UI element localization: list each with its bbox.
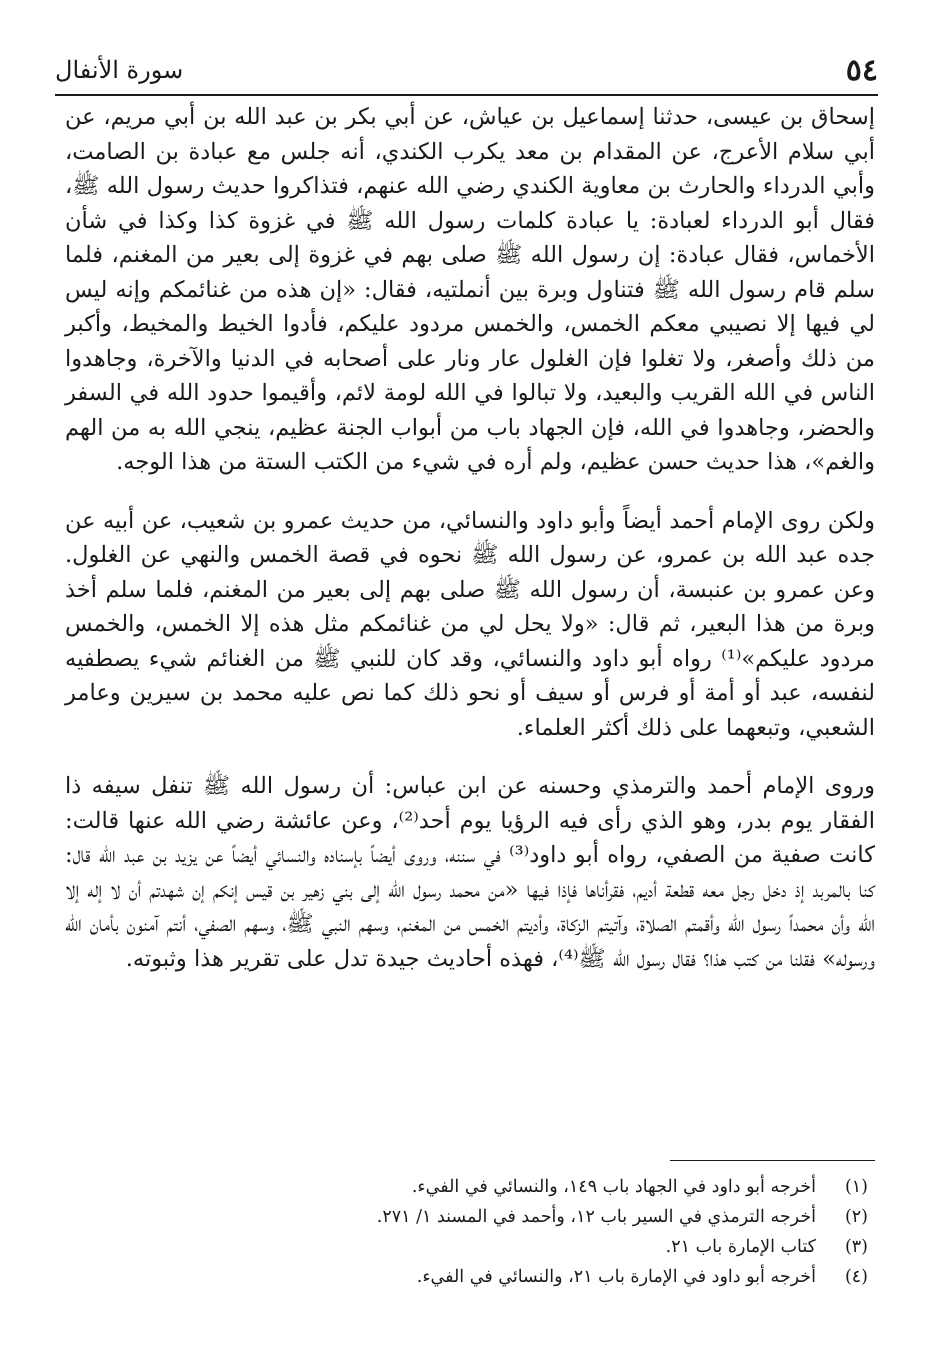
- paragraph: وروى الإمام أحمد والترمذي وحسنه عن ابن عباس: أن رسول الله ﷺ تنفل سيفه ذا الفقار يوم بدر، وهو الذي رأى فيه الرؤيا يوم أحد⁽²⁾، وعن عائشة رضي الله عنها قالت: كانت صفية من الصفي، رواه أبو داود⁽³⁾ في سننه، وروى أيضاً بإسناده والنسائي أيضاً عن يزيد بن عبد الله قال: كنا بالمربد إذ دخل رجل معه قطعة أديم، فقرأناها فإذا فيها «من محمد رسول الله إلى بني زهير بن قيس إنكم إن شهدتم أن لا إله إلا الله وأن محمداً رسول الله وأقمتم الصلاة، وآتيتم الزكاة، وأديتم الخمس من المغنم، وسهم النبي ﷺ، وسهم الصفي، أنتم آمنون بأمان الله ورسوله» فقلنا من كتب هذا؟ فقال رسول الله ﷺ⁽⁴⁾، فهذه أحاديث جيدة تدل على تقرير هذا وثبوته.: [65, 773, 875, 972]
- footnote-text: كتاب الإمارة باب ٢١.: [665, 1237, 816, 1257]
- footnote-text: أخرجه الترمذي في السير باب ١٢، وأحمد في المسند ١/ ٢٧١.: [376, 1207, 816, 1227]
- header-divider: [55, 94, 878, 96]
- paragraph: ولكن روى الإمام أحمد أيضاً وأبو داود والنسائي، من حديث عمرو بن شعيب، عن أبيه عن جده عبد الله بن عمرو، عن رسول الله ﷺ نحوه في قصة الخمس والنهي عن الغلول. وعن عمرو بن عنبسة، أن رسول الله ﷺ صلى بهم إلى بعير من المغنم، فلما سلم أخذ وبرة من هذا البعير، ثم قال: «ولا يحل لي من غنائمكم مثل هذه إلا الخمس، والخمس مردود عليكم»⁽¹⁾ رواه أبو داود والنسائي، وقد كان للنبي ﷺ من الغنائم شيء يصطفيه لنفسه، عبد أو أمة أو فرس أو سيف أو نحو ذلك كما نص عليه محمد بن سيرين وعامر الشعبي، وتبعهما على ذلك أكثر العلماء.: [65, 507, 875, 741]
- footnote-number: (٣): [844, 1237, 868, 1257]
- footnote: [65, 1202, 868, 1232]
- footnote-number: (١): [844, 1177, 868, 1197]
- main-text: [65, 100, 875, 1000]
- footnotes: [65, 1172, 868, 1292]
- footnote-divider: [670, 1160, 875, 1161]
- footnote-number: (٤): [844, 1267, 868, 1287]
- page-header: [55, 50, 878, 90]
- footnote: [65, 1262, 868, 1292]
- footnote: [65, 1232, 868, 1262]
- running-title: سورة الأنفال: [55, 56, 184, 84]
- footnote-number: (٢): [844, 1207, 868, 1227]
- footnote-text: أخرجه أبو داود في الإمارة باب ٢١، والنسائي في الفيء.: [416, 1267, 816, 1287]
- footnote: [65, 1172, 868, 1202]
- footnote-text: أخرجه أبو داود في الجهاد باب ١٤٩، والنسائي في الفيء.: [411, 1177, 816, 1197]
- page-number: ٥٤: [845, 52, 878, 88]
- paragraph: إسحاق بن عيسى، حدثنا إسماعيل بن عياش، عن أبي بكر بن عبد الله بن أبي مريم، عن أبي سلام الأعرج، عن المقدام بن معد يكرب الكندي، أنه جلس مع عبادة بن الصامت، وأبي الدرداء والحارث بن معاوية الكندي رضي الله عنهم، فتذاكروا حديث رسول الله ﷺ، فقال أبو الدرداء لعبادة: يا عبادة كلمات رسول الله ﷺ في غزوة كذا وكذا في شأن الأخماس، فقال عبادة: إن رسول الله ﷺ صلى بهم في غزوة إلى بعير من المغنم، فلما سلم قام رسول الله ﷺ فتناول وبرة بين أنملتيه، فقال: «إن هذه من غنائمكم وإنه ليس لي فيها إلا نصيبي معكم الخمس، والخمس مردود عليكم، فأدوا الخيط والمخيط، وأكبر من ذلك وأصغر، ولا تغلوا فإن الغلول عار ونار على أصحابه في الدنيا والآخرة، وجاهدوا الناس في الله القريب والبعيد، ولا تبالوا في الله لومة لائم، وأقيموا حدود الله في السفر والحضر، وجاهدوا في الله، فإن الجهاد باب من أبواب الجنة عظيم، ينجي الله به من الهم والغم»، هذا حديث حسن عظيم، ولم أره في شيء من الكتب الستة من هذا الوجه.: [65, 104, 875, 475]
